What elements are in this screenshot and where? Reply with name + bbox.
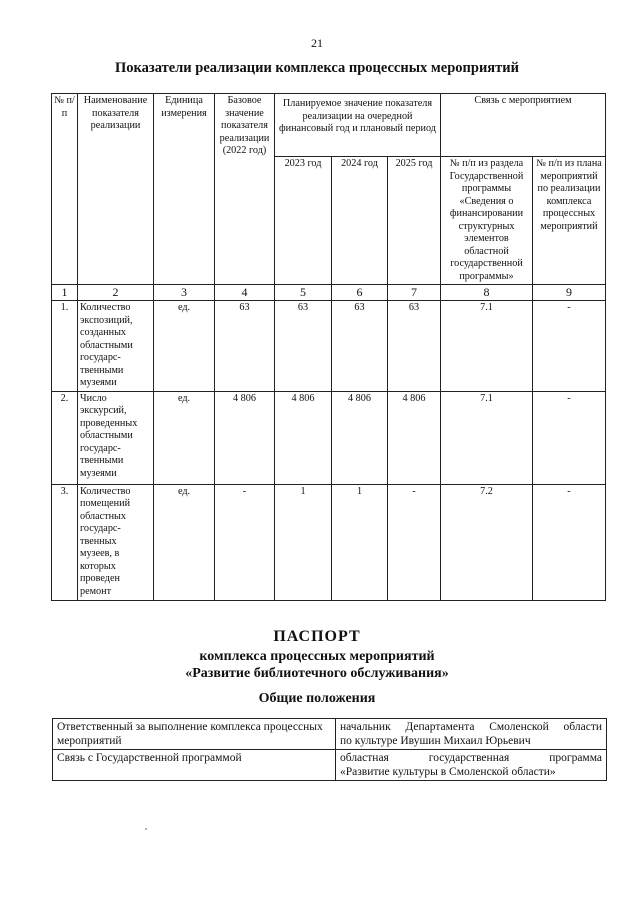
header-row-1 xyxy=(52,94,606,157)
row-2024: 63 xyxy=(332,301,388,392)
row-2025: - xyxy=(388,484,441,600)
row-base: 4 806 xyxy=(215,391,275,484)
row-link-program: 7.1 xyxy=(441,301,533,392)
row-link-plan: - xyxy=(533,391,606,484)
indicators-title: Показатели реализации комплекса процессных мероприятий xyxy=(115,60,519,76)
row-2024: 4 806 xyxy=(332,391,388,484)
row-link-plan: - xyxy=(533,301,606,392)
passport-program-name: «Развитие библиотечного обслуживания» xyxy=(185,666,449,681)
header-2024: 2024 год xyxy=(332,157,388,285)
row-name: Количество экспозиций, созданных областными государс-твенными музеями xyxy=(78,301,154,392)
row-unit: ед. xyxy=(154,301,215,392)
scan-speck xyxy=(145,828,147,830)
row-2025: 63 xyxy=(388,301,441,392)
header-2025: 2025 год xyxy=(388,157,441,285)
row-2023: 1 xyxy=(275,484,332,600)
header-planned: Планируемое значение показателя реализации на очередной финансовый год и плановый период xyxy=(275,94,441,157)
row-unit: ед. xyxy=(154,391,215,484)
general-label: Ответственный за выполнение комплекса процессных мероприятий xyxy=(53,719,336,750)
general-value-line: начальник Департамента Смоленской области xyxy=(340,721,602,733)
column-numbers-row xyxy=(52,285,606,301)
general-provisions-table xyxy=(52,718,607,781)
col-number: 9 xyxy=(533,285,606,301)
col-number: 5 xyxy=(275,285,332,301)
col-number: 4 xyxy=(215,285,275,301)
row-link-program: 7.1 xyxy=(441,391,533,484)
passport-subtitle: комплекса процессных мероприятий xyxy=(199,649,435,664)
general-label: Связь с Государственной программой xyxy=(53,750,336,781)
row-2023: 4 806 xyxy=(275,391,332,484)
col-number: 8 xyxy=(441,285,533,301)
general-provisions-heading: Общие положения xyxy=(258,691,376,706)
row-base: 63 xyxy=(215,301,275,392)
header-link-plan: № п/п из плана мероприятий по реализации комплекса процессных мероприятий xyxy=(533,157,606,285)
general-value-line: по культуре Ивушин Михаил Юрьевич xyxy=(340,735,531,747)
col-number: 1 xyxy=(52,285,78,301)
col-number: 3 xyxy=(154,285,215,301)
general-row xyxy=(53,750,607,781)
row-num: 3. xyxy=(52,484,78,600)
general-value-line: «Развитие культуры в Смоленской области» xyxy=(340,766,556,778)
col-number: 2 xyxy=(78,285,154,301)
table-row xyxy=(52,391,606,484)
passport-heading: ПАСПОРТ xyxy=(273,628,361,645)
table-row xyxy=(52,484,606,600)
general-value xyxy=(336,750,607,781)
header-num: № п/п xyxy=(52,94,78,285)
header-2023: 2023 год xyxy=(275,157,332,285)
row-name: Количество помещений областных государс-твенных музеев, в которых проведен ремонт xyxy=(78,484,154,600)
general-value xyxy=(336,719,607,750)
col-number: 7 xyxy=(388,285,441,301)
header-unit: Единица измерения xyxy=(154,94,215,285)
col-number: 6 xyxy=(332,285,388,301)
header-link-program: № п/п из раздела Государственной программы «Сведения о финансировании структурных элементов областной государственной программы» xyxy=(441,157,533,285)
row-2025: 4 806 xyxy=(388,391,441,484)
row-2024: 1 xyxy=(332,484,388,600)
row-base: - xyxy=(215,484,275,600)
page-number: 21 xyxy=(311,36,323,50)
header-base: Базовое значение показателя реализации (2022 год) xyxy=(215,94,275,285)
row-link-plan: - xyxy=(533,484,606,600)
general-row xyxy=(53,719,607,750)
row-num: 1. xyxy=(52,301,78,392)
row-2023: 63 xyxy=(275,301,332,392)
row-num: 2. xyxy=(52,391,78,484)
row-unit: ед. xyxy=(154,484,215,600)
header-link: Связь с мероприятием xyxy=(441,94,606,157)
header-name: Наименование показателя реализации xyxy=(78,94,154,285)
general-value-line: областная государственная программа xyxy=(340,752,602,764)
row-link-program: 7.2 xyxy=(441,484,533,600)
indicators-table xyxy=(51,93,606,601)
row-name: Число экскурсий, проведенных областными государс-твенными музеями xyxy=(78,391,154,484)
table-row xyxy=(52,301,606,392)
